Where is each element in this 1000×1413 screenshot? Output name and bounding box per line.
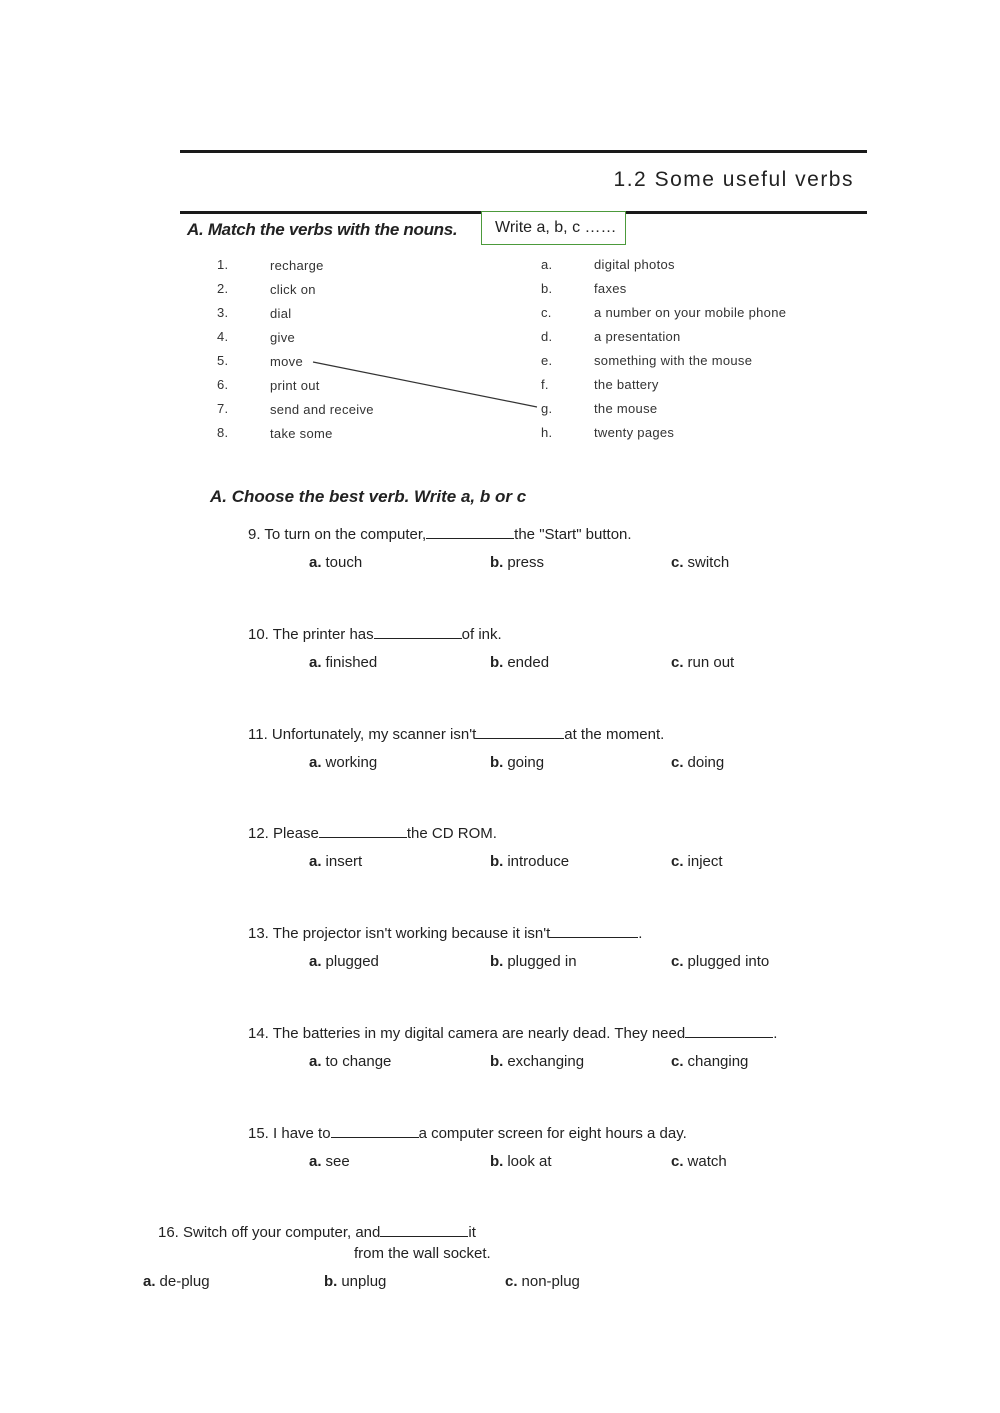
verb-number: 8.	[217, 425, 229, 440]
question-text-pre: 12. Please	[248, 825, 319, 842]
option-a[interactable]: a. see	[309, 1153, 350, 1170]
verb-item[interactable]: recharge	[270, 258, 324, 273]
option-c[interactable]: c. changing	[671, 1053, 749, 1070]
verb-number: 1.	[217, 257, 229, 272]
question-text-post: the CD ROM.	[406, 825, 497, 842]
match-line-5-g[interactable]	[313, 362, 537, 407]
question-text-post: a computer screen for eight hours a day.	[418, 1125, 687, 1142]
question-16	[158, 1224, 476, 1241]
verb-number: 4.	[217, 329, 229, 344]
option-b[interactable]: b. plugged in	[490, 953, 577, 970]
noun-item[interactable]: a presentation	[594, 329, 681, 344]
noun-item[interactable]: the mouse	[594, 401, 658, 416]
noun-letter: a.	[541, 257, 553, 272]
verb-item[interactable]: move	[270, 354, 303, 369]
question	[248, 925, 642, 942]
option-c[interactable]: c. non-plug	[505, 1273, 580, 1290]
option-a[interactable]: a. to change	[309, 1053, 392, 1070]
option-a[interactable]: a. insert	[309, 853, 363, 870]
answer-blank[interactable]	[476, 726, 564, 739]
noun-item[interactable]: the battery	[594, 377, 659, 392]
option-c[interactable]: c. inject	[671, 853, 723, 870]
verb-item[interactable]: click on	[270, 282, 316, 297]
question	[248, 1125, 687, 1142]
question-text-pre: 9. To turn on the computer,	[248, 526, 427, 543]
answer-blank[interactable]	[550, 925, 638, 938]
noun-letter: f.	[541, 377, 549, 392]
option-c[interactable]: c. watch	[671, 1153, 727, 1170]
question-text-post: of ink.	[461, 626, 502, 643]
answer-blank[interactable]	[374, 626, 462, 639]
noun-letter: h.	[541, 425, 553, 440]
noun-item[interactable]: something with the mouse	[594, 353, 753, 368]
noun-letter: c.	[541, 305, 552, 320]
option-a[interactable]: a. de-plug	[143, 1273, 210, 1290]
option-b[interactable]: b. press	[490, 554, 545, 571]
verb-item[interactable]: dial	[270, 306, 292, 321]
option-c[interactable]: c. plugged into	[671, 953, 770, 970]
verb-item[interactable]: give	[270, 330, 296, 345]
question-text-post: .	[773, 1025, 778, 1042]
question	[248, 1025, 777, 1042]
option-b[interactable]: b. ended	[490, 654, 550, 671]
noun-item[interactable]: a number on your mobile phone	[594, 305, 787, 320]
question-text-post: .	[638, 925, 643, 942]
noun-item[interactable]: faxes	[594, 281, 627, 296]
question-text-post: the "Start" button.	[514, 526, 632, 543]
option-b[interactable]: b. introduce	[490, 853, 570, 870]
option-c[interactable]: c. doing	[671, 754, 725, 771]
choose-section-heading: A. Choose the best verb. Write a, b or c	[210, 487, 527, 506]
option-b[interactable]: b. going	[490, 754, 545, 771]
question-text-pre: 14. The batteries in my digital camera are nearly dead. They need	[248, 1025, 686, 1042]
verb-number: 3.	[217, 305, 229, 320]
option-b[interactable]: b. unplug	[324, 1273, 387, 1290]
option-a[interactable]: a. working	[309, 754, 378, 771]
question-text-pre: 11. Unfortunately, my scanner isn't	[248, 726, 477, 743]
question-16-text-post: it	[468, 1224, 476, 1241]
verb-item[interactable]: take some	[270, 426, 333, 441]
verb-item[interactable]: send and receive	[270, 402, 374, 417]
question-text-pre: 13. The projector isn't working because it isn't	[248, 925, 551, 942]
noun-letter: g.	[541, 401, 553, 416]
question-text-pre: 10. The printer has	[248, 626, 374, 643]
answer-blank[interactable]	[426, 526, 514, 539]
answer-blank[interactable]	[331, 1125, 419, 1138]
question-16-line2: from the wall socket.	[354, 1245, 491, 1262]
question-16-text-pre: 16. Switch off your computer, and	[158, 1224, 381, 1241]
noun-letter: d.	[541, 329, 553, 344]
question	[248, 726, 664, 743]
page-title: 1.2 Some useful verbs	[613, 168, 854, 191]
verb-number: 7.	[217, 401, 229, 416]
option-a[interactable]: a. touch	[309, 554, 363, 571]
verb-number: 2.	[217, 281, 229, 296]
noun-item[interactable]: digital photos	[594, 257, 675, 272]
noun-letter: b.	[541, 281, 553, 296]
question	[248, 526, 632, 543]
question	[248, 825, 497, 842]
answer-blank[interactable]	[685, 1025, 773, 1038]
option-c[interactable]: c. switch	[671, 554, 730, 571]
option-c[interactable]: c. run out	[671, 654, 735, 671]
question-text-post: at the moment.	[564, 726, 665, 743]
verb-number: 5.	[217, 353, 229, 368]
option-a[interactable]: a. plugged	[309, 953, 379, 970]
option-b[interactable]: b. look at	[490, 1153, 552, 1170]
option-b[interactable]: b. exchanging	[490, 1053, 585, 1070]
hint-box: Write a, b, c ……	[481, 211, 626, 245]
match-section-heading: A. Match the verbs with the nouns.	[187, 220, 458, 239]
verb-number: 6.	[217, 377, 229, 392]
answer-blank[interactable]	[319, 825, 407, 838]
question	[248, 626, 502, 643]
answer-blank[interactable]	[380, 1224, 468, 1237]
noun-letter: e.	[541, 353, 553, 368]
verb-item[interactable]: print out	[270, 378, 320, 393]
option-a[interactable]: a. finished	[309, 654, 378, 671]
question-text-pre: 15. I have to	[248, 1125, 331, 1142]
noun-item[interactable]: twenty pages	[594, 425, 675, 440]
